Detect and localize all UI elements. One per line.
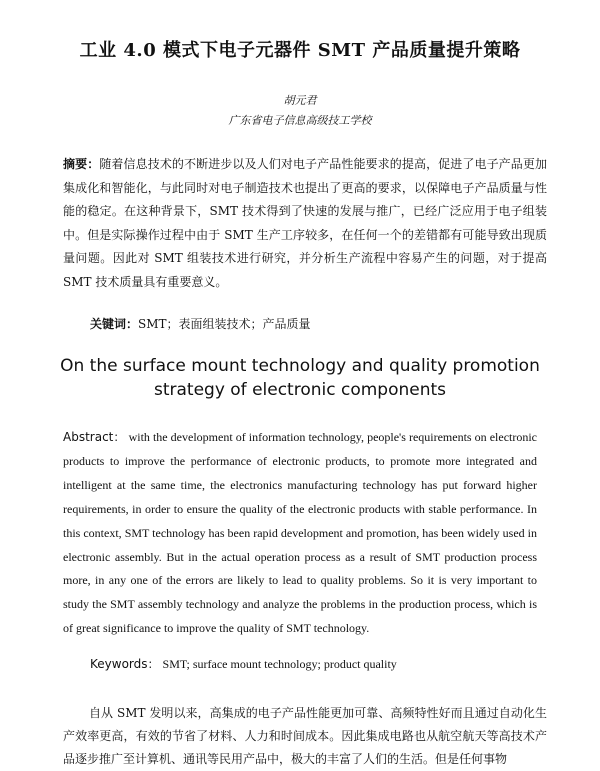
author-name: 胡元君 xyxy=(283,94,317,107)
body-paragraph: 自从 SMT 发明以来，高集成的电子产品性能更加可靠、高频特性好而且通过自动化生产效率更高，有效的节省了材料、人力和时间成本。因此集成电路也从航空航天等高技术产品逐步推广至计算机、通讯等民用产品中，极大的丰富了人们的生活。但是任何事物 xyxy=(63,706,547,766)
chinese-keywords-label: 关键词： xyxy=(90,317,139,331)
english-title xyxy=(0,354,600,402)
chinese-keywords-text: SMT；表面组装技术；产品质量 xyxy=(138,317,311,331)
english-abstract xyxy=(63,426,537,641)
chinese-abstract-label: 摘要： xyxy=(63,157,100,171)
english-keywords-text: SMT; surface mount technology; product quality xyxy=(162,657,397,671)
english-abstract-label: Abstract： xyxy=(63,430,126,444)
chinese-abstract-text: 随着信息技术的不断进步以及人们对电子产品性能要求的提高，促进了电子产品更加集成化和智能化，与此同时对电子制造技术也提出了更高的要求，以保障电子产品质量与性能的稳定。在这种背景下，SMT 技术得到了快速的发展与推广，已经广泛应用于电子组装中。但是实际操作过程中由于 SMT 生产工序较多，在任何一个的差错都有可能导致出现质量问题。因此对 SMT 组装技术进行研究，并分析生产流程中容易产生的问题，对于提高 SMT 技术质量具有重要意义。 xyxy=(63,157,547,289)
english-abstract-text: with the development of information technology, people's requirements on electronic products to improve the performance of electronic products, to promote more integrated and intelligent at the same time, the electronics manufacturing technology has put forward higher requirements, in order to ensure the quality of the electronic products with stable performance. In this context, SMT technology has been rapid development and promotion, has been widely used in electronic assembly. But in the actual operation process as a result of SMT production process more, in any one of the errors are likely to lead to quality problems. So it is very important to study the SMT assembly technology and analyze the problems in the production process, which is of great significance to improve the quality of SMT technology. xyxy=(63,430,538,636)
author-affiliation: 广东省电子信息高级技工学校 xyxy=(228,114,372,127)
chinese-abstract xyxy=(63,153,547,295)
english-keywords xyxy=(90,655,530,672)
english-title-line-1: On the surface mount technology and quality promotion xyxy=(60,356,540,376)
english-title-line-2: strategy of electronic components xyxy=(153,380,447,400)
paper-title: 工业 4.0 模式下电子元器件 SMT 产品质量提升策略 xyxy=(79,40,521,61)
chinese-keywords xyxy=(90,315,530,332)
english-keywords-label: Keywords： xyxy=(90,657,160,671)
